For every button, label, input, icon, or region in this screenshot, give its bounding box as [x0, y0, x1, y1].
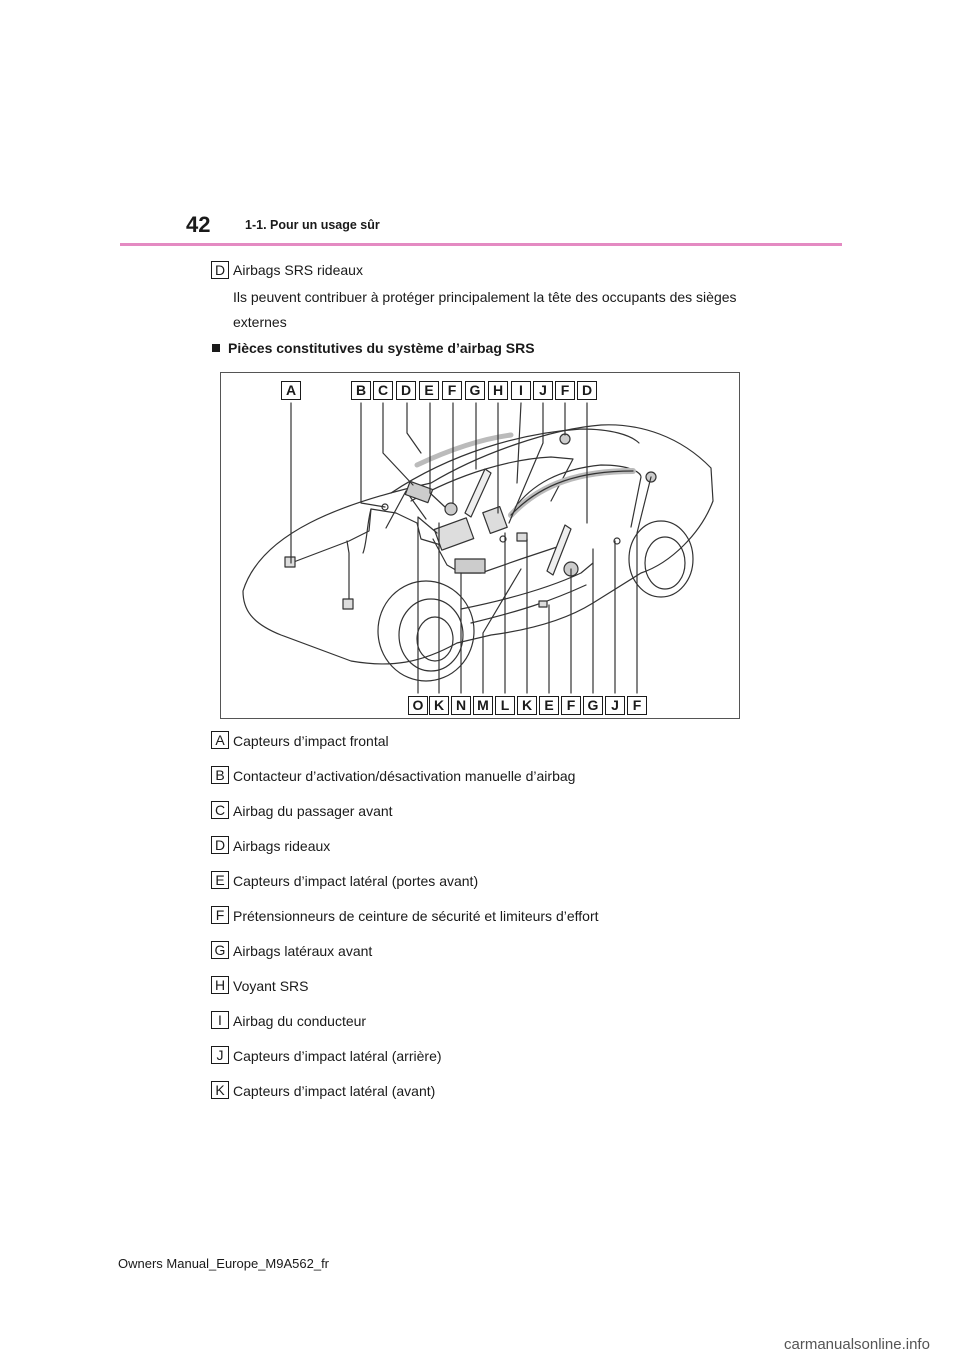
- legend-item-text: Airbags latéraux avant: [233, 943, 373, 959]
- figure-label-bottom: J: [605, 696, 625, 715]
- legend-letter-box: A: [211, 731, 229, 749]
- legend-item-text: Airbags rideaux: [233, 838, 331, 854]
- section-heading-text: Pièces constitutives du système d’airbag SRS: [228, 340, 535, 356]
- legend-letter-box: G: [211, 941, 229, 959]
- figure-label-top: D: [396, 381, 416, 400]
- figure-label-top: A: [281, 381, 301, 400]
- figure-label-bottom: M: [473, 696, 493, 715]
- legend-item-text: Capteurs d’impact frontal: [233, 733, 389, 749]
- figure-label-bottom: N: [451, 696, 471, 715]
- car-illustration: [221, 373, 739, 718]
- figure-label-top: F: [442, 381, 462, 400]
- watermark[interactable]: carmanualsonline.info: [784, 1336, 930, 1353]
- figure-label-top: J: [533, 381, 553, 400]
- figure-label-bottom: K: [429, 696, 449, 715]
- legend-item-text: Capteurs d’impact latéral (avant): [233, 1083, 436, 1099]
- legend-item-text: Airbag du conducteur: [233, 1013, 367, 1029]
- intro-description: Ils peuvent contribuer à protéger principalement la tête des occupants des sièges externes: [233, 289, 737, 330]
- legend-letter-box: D: [211, 836, 229, 854]
- footer-text: Owners Manual_Europe_M9A562_fr: [118, 1256, 330, 1271]
- figure-label-bottom: L: [495, 696, 515, 715]
- legend-letter-box: F: [211, 906, 229, 924]
- legend-item-text: Capteurs d’impact latéral (portes avant): [233, 873, 479, 889]
- figure-label-bottom: E: [539, 696, 559, 715]
- airbag-system-figure: [220, 372, 740, 719]
- legend-letter-box: K: [211, 1081, 229, 1099]
- legend-letter-box: J: [211, 1046, 229, 1064]
- legend-letter-box: H: [211, 976, 229, 994]
- legend-letter-box: B: [211, 766, 229, 784]
- figure-label-bottom: O: [408, 696, 428, 715]
- legend-item-text: Capteurs d’impact latéral (arrière): [233, 1048, 442, 1064]
- intro-letter-box: D: [211, 261, 229, 279]
- figure-label-bottom: K: [517, 696, 537, 715]
- legend-letter-box: I: [211, 1011, 229, 1029]
- figure-label-top: E: [419, 381, 439, 400]
- figure-label-top: F: [555, 381, 575, 400]
- figure-label-bottom: G: [583, 696, 603, 715]
- figure-label-bottom: F: [561, 696, 581, 715]
- legend-item-text: Airbag du passager avant: [233, 803, 393, 819]
- figure-label-top: I: [511, 381, 531, 400]
- bullet-icon: [212, 344, 220, 352]
- legend-letter-box: E: [211, 871, 229, 889]
- figure-label-top: H: [488, 381, 508, 400]
- legend-item-text: Prétensionneurs de ceinture de sécurité et limiteurs d’effort: [233, 908, 599, 924]
- legend-item-text: Contacteur d’activation/désactivation manuelle d’airbag: [233, 768, 576, 784]
- figure-label-top: B: [351, 381, 371, 400]
- section-title: 1-1. Pour un usage sûr: [245, 218, 380, 232]
- section-heading: [212, 340, 535, 356]
- page-number: 42: [186, 212, 211, 237]
- legend-item-text: Voyant SRS: [233, 978, 309, 994]
- legend-letter-box: C: [211, 801, 229, 819]
- figure-label-top: D: [577, 381, 597, 400]
- figure-label-top: G: [465, 381, 485, 400]
- figure-label-top: C: [373, 381, 393, 400]
- figure-label-bottom: F: [627, 696, 647, 715]
- intro-title: Airbags SRS rideaux: [233, 262, 363, 278]
- header-rule: [120, 243, 842, 246]
